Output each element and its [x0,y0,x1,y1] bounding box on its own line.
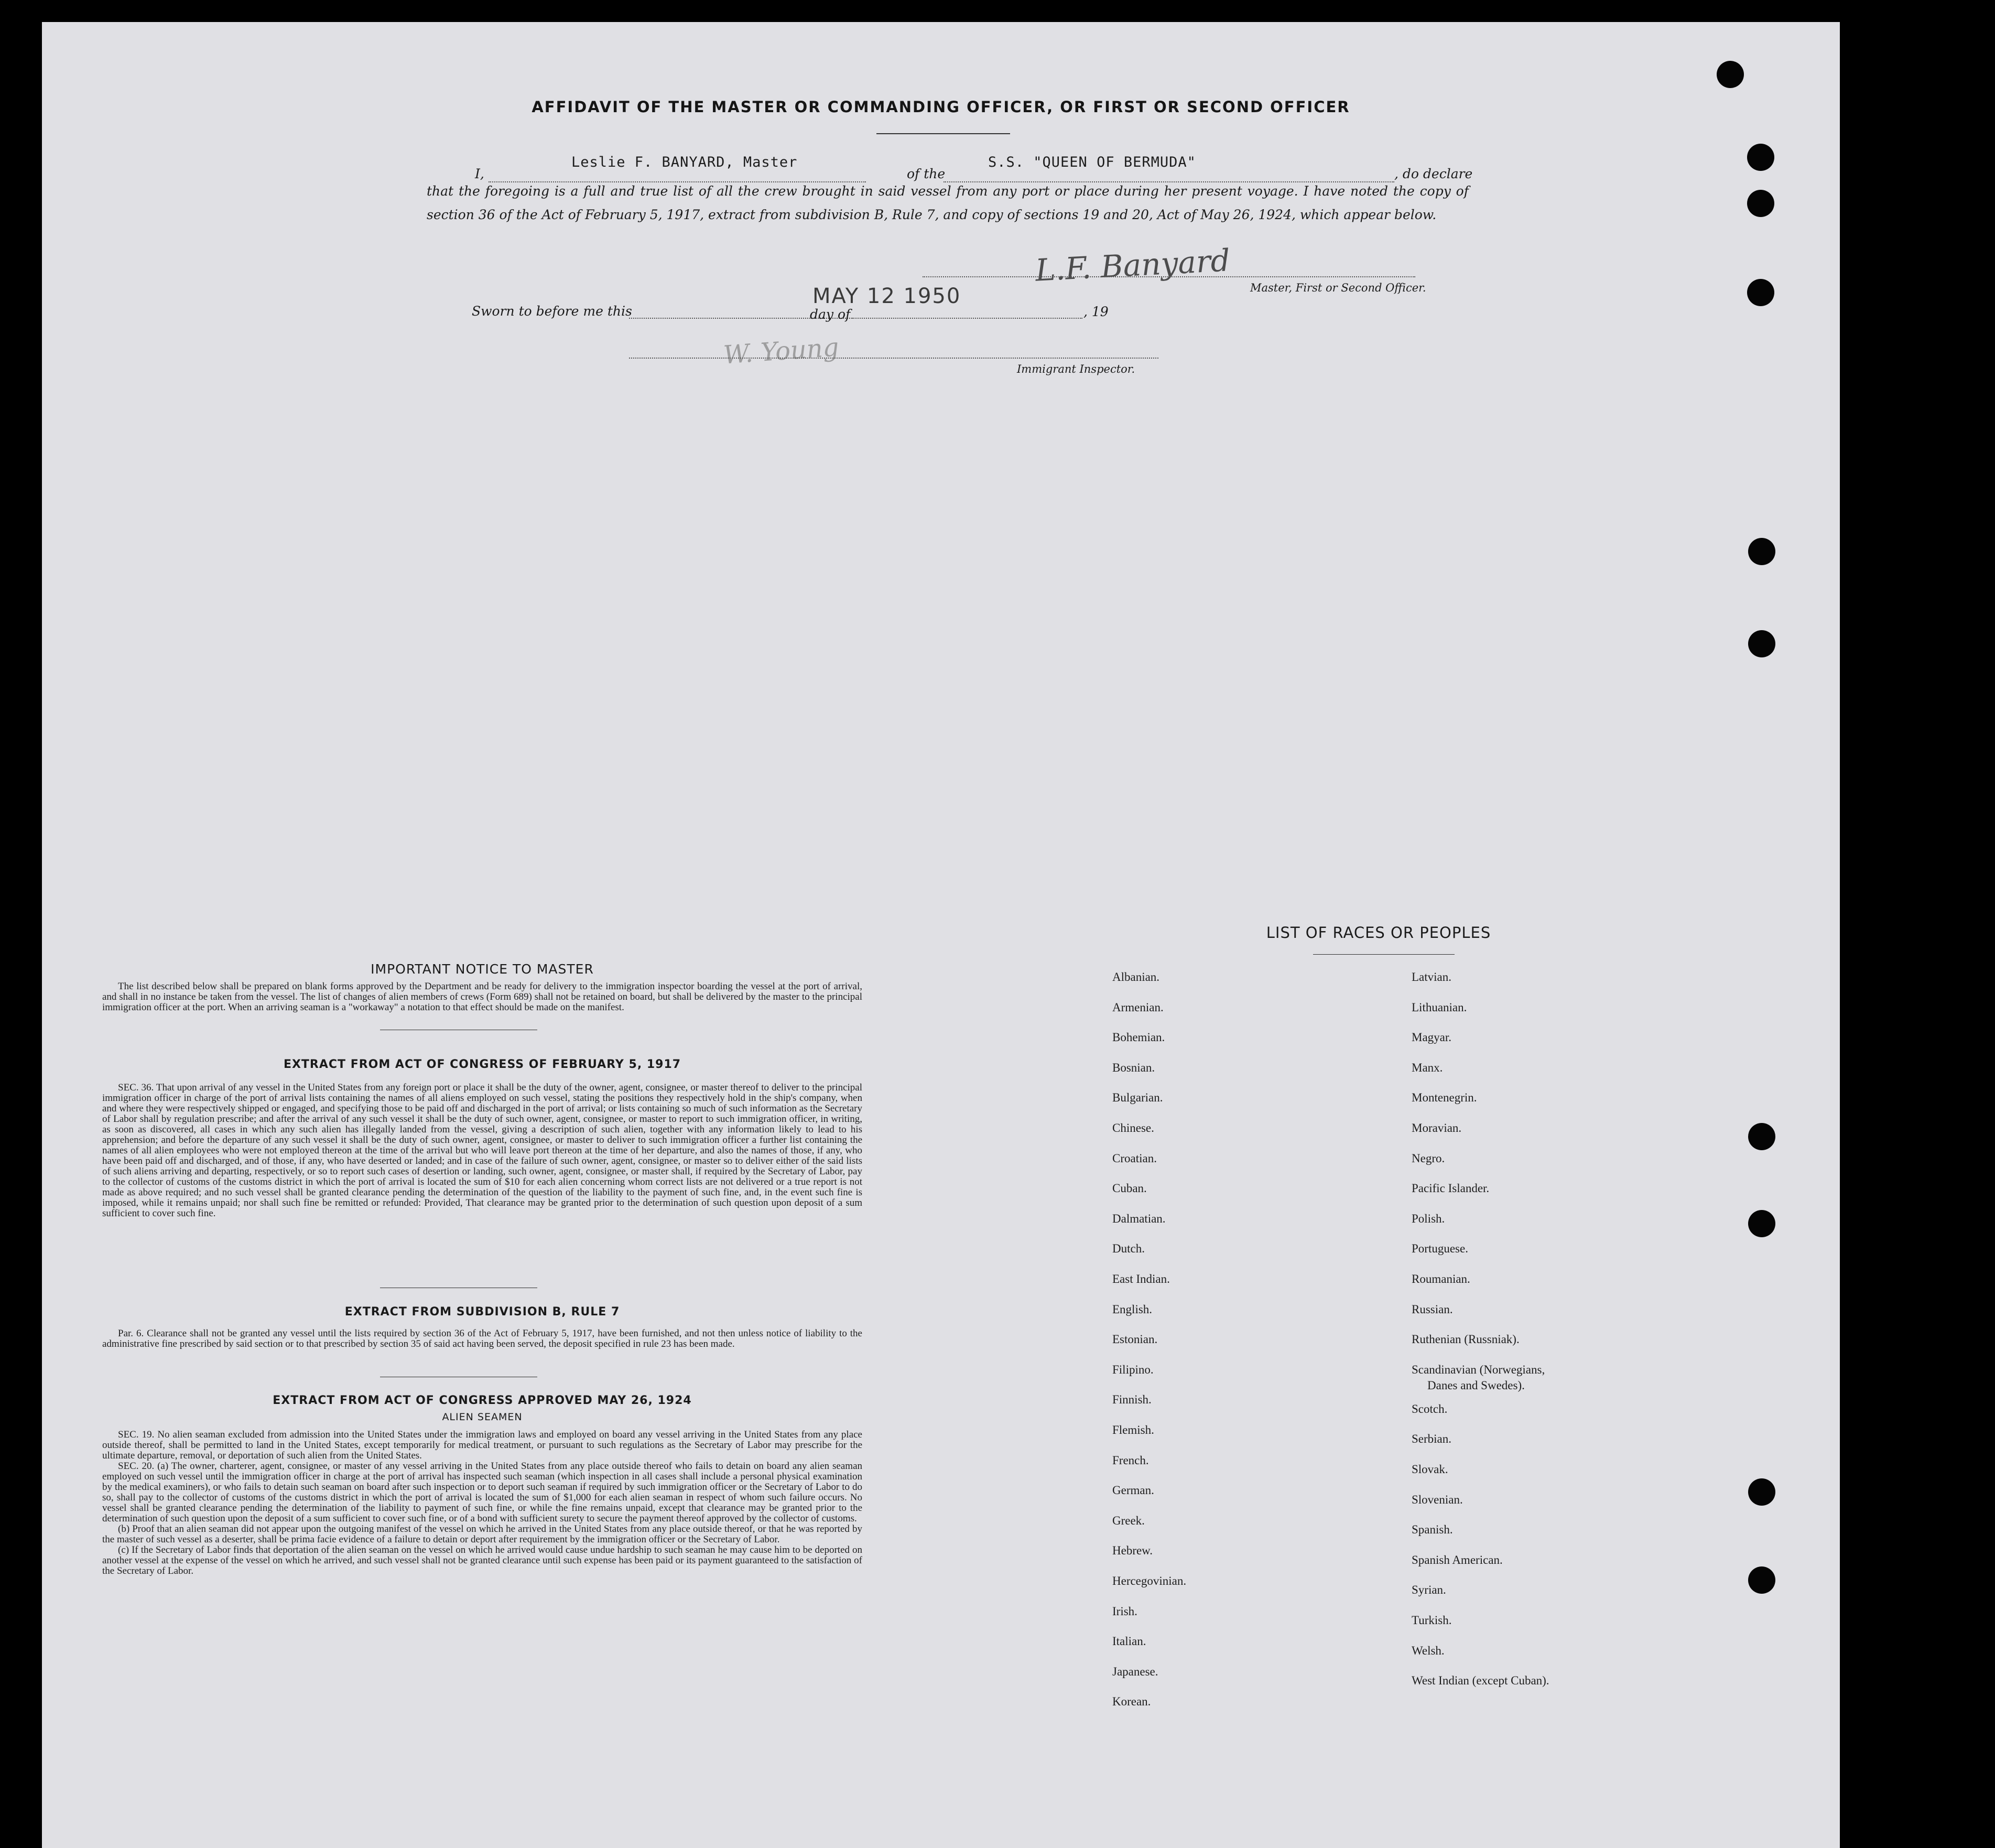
races-divider [1313,954,1455,955]
race-item: Japanese. [1112,1665,1158,1678]
inspector-caption: Immigrant Inspector. [1017,363,1135,375]
document-page [42,22,1840,1848]
race-item: Korean. [1112,1695,1151,1708]
race-item: Bulgarian. [1112,1091,1163,1104]
officer-name: Leslie F. BANYARD, Master [571,154,798,170]
extract-1917-title: EXTRACT FROM ACT OF CONGRESS OF FEBRUARY 5, 1917 [283,1058,681,1071]
race-item: German. [1112,1484,1154,1497]
race-item: Chinese. [1112,1121,1154,1134]
punch-hole [1747,144,1774,171]
master-signature: L.F. Banyard [1034,242,1231,288]
race-item: French. [1112,1454,1149,1467]
race-item: Danes and Swedes). [1427,1379,1525,1392]
affidavit-title: AFFIDAVIT OF THE MASTER OR COMMANDING OFFICER, OR FIRST OR SECOND OFFICER [532,98,1350,116]
race-item: Portuguese. [1412,1242,1468,1255]
race-item: Lithuanian. [1412,1001,1467,1014]
punch-hole [1747,190,1774,217]
sec20a-text: SEC. 20. (a) The owner, charterer, agent, consignee, or master of any vessel arriving in the United States from any place outside thereof who fails to detain on board any alien seaman employed on such vessel until the immigration officer in charge at the port of arrival has inspected such seaman (which inspection in all cases shall include a personal physical examination by the medical examiners), or who fails to detain such seaman on board after such inspection or to deport such seaman if required by such immigration officer or the Secretary of Labor to do so, shall pay to the collector of customs of the customs district in which the port of arrival is located the sum of $1,000 for each alien seaman in respect of whom such failure occurs. No vessel shall be granted clearance pending the determination of the liability to payment of such fine, or while the fine remains unpaid, except that clearance may be granted prior to the determination of such question upon the deposit of a sum sufficient to cover such fine, or of a bond with sufficient surety to secure the payment thereof approved by the collector of customs. [102,1461,862,1524]
race-item: Montenegrin. [1412,1091,1477,1104]
i-label: I, [475,166,484,181]
race-item: Bohemian. [1112,1031,1165,1044]
race-item: English. [1112,1303,1153,1316]
race-item: Manx. [1412,1061,1443,1074]
extract-1924-body [102,1430,862,1576]
race-item: Slovak. [1412,1463,1448,1476]
race-item: Turkish. [1412,1614,1452,1627]
race-item: Bosnian. [1112,1061,1155,1074]
race-item: Greek. [1112,1514,1145,1527]
race-item: Filipino. [1112,1363,1154,1376]
vessel-name: S.S. "QUEEN OF BERMUDA" [988,154,1196,170]
sec20b-text: (b) Proof that an alien seaman did not appear upon the outgoing manifest of the vessel on which he arrived in the United States from any place outside thereof, or that he was reported by the master of such vessel as a deserter, shall be prima facie evidence of a failure to detain or deport after requirement by the immigration officer or the Secretary of Labor. [102,1523,862,1545]
punch-hole [1717,61,1744,88]
race-item: Moravian. [1412,1121,1462,1134]
rule7-text: Par. 6. Clearance shall not be granted any vessel until the lists required by section 36 of the Act of February 5, 1917, have been furnished, and not then unless notice of liability to the administrative fine prescribed by said section or to that prescribed by section 35 of said act having been served, the deposit specified in rule 23 has been made. [102,1328,862,1349]
race-item: Dutch. [1112,1242,1145,1255]
race-item: Dalmatian. [1112,1212,1166,1225]
races-title: LIST OF RACES OR PEOPLES [1266,924,1491,942]
race-item: Russian. [1412,1303,1453,1316]
race-item: East Indian. [1112,1272,1170,1285]
race-item: Italian. [1112,1635,1146,1648]
punch-hole [1748,1478,1775,1506]
inspector-signature: W. Young [722,332,840,370]
notice-text: The list described below shall be prepared on blank forms approved by the Department and be ready for delivery to the immigration inspector boarding the vessel at the port of arrival, and shall in no instance be taken from the vessel. The list of changes of alien members of crews (Form 689) shall not be retained on board, but shall be delivered by the master to the principal immigration officer at the port. When an arriving seaman is a "workaway" a notation to that effect should be made on the manifest. [102,981,862,1013]
race-item: Scandinavian (Norwegians, [1412,1363,1545,1376]
race-item: Finnish. [1112,1393,1152,1406]
punch-hole [1748,1123,1775,1150]
race-item: Flemish. [1112,1423,1154,1436]
extract-1917-text: SEC. 36. That upon arrival of any vessel in the United States from any foreign port or place it shall be the duty of the owner, agent, consignee, or master thereof to deliver to the principal immigration officer in charge of the port of arrival lists containing the names of all aliens employed on such vessel, stating the positions they respectively hold in the ship's company, when and where they were respectively shipped or engaged, and specifying those to be paid off and discharged in the port of arrival; or lists containing so much of such information as the Secretary of Labor shall by regulation prescribe; and after the arrival of any such vessel it shall be the duty of such owner, agent, consignee, or master to report to such immigration officer, in writing, as soon as discovered, all cases in which any such alien has illegally landed from the vessel, giving a description of such alien, together with any information likely to lead to his apprehension; and before the departure of any such vessel it shall be the duty of such owner, agent, consignee, or master to deliver to such immigration officer a further list containing the names of all alien employees who were not employed thereon at the time of the arrival but who will leave port thereon at the time of her departure, and also the names of those, if any, who have been paid off and discharged, and of those, if any, who have deserted or landed; and in case of the failure of such owner, agent, consignee, or master so to deliver either of the said lists of such aliens arriving and departing, respectively, or so to report such cases of desertion or landing, such owner, agent, consignee, or master shall, if required by the Secretary of Labor, pay to the collector of customs of the customs district in which the port of arrival is located the sum of $10 for each alien concerning whom correct lists are not delivered or a true report is not made as above required; and no such vessel shall be granted clearance pending the determination of the question of the liability to the payment of such fine, and, in the event such fine is imposed, while it remains unpaid; nor shall such fine be remitted or refunded: Provided, That clearance may be granted prior to the determination of such question upon deposit of a sum sufficient to cover such fine. [102,1082,862,1219]
race-item: Polish. [1412,1212,1445,1225]
year-label: , 19 [1083,304,1109,319]
sworn-month-line [852,318,1082,319]
race-item: Scotch. [1412,1402,1448,1415]
race-item: Roumanian. [1412,1272,1470,1285]
affidavit-paragraph: that the foregoing is a full and true list of all the crew brought in said vessel from any port or place during her present voyage. I have noted the copy of section 36 of the Act of February 5, 1917, extract from subdivision B, Rule 7, and copy of sections 19 and 20, Act of May 26, 1924, which appear below. [427,183,1469,222]
race-item: Hebrew. [1112,1544,1153,1557]
race-item: Estonian. [1112,1333,1158,1346]
race-item: Ruthenian (Russniak). [1412,1333,1520,1346]
do-declare-label: , do declare [1394,166,1473,181]
race-item: Spanish American. [1412,1553,1503,1566]
race-item: Irish. [1112,1605,1137,1618]
sec20c-text: (c) If the Secretary of Labor finds that deportation of the alien seaman on the vessel on which he arrived would cause undue hardship to such seaman he may cause him to be deported on another vessel at the expense of the vessel on which he arrived, and such vessel shall not be granted clearance until such expense has been paid or its payment guaranteed to the satisfaction of the Secretary of Labor. [102,1544,862,1576]
race-item: Cuban. [1112,1182,1147,1195]
inspector-line [629,358,1158,359]
sec19-text: SEC. 19. No alien seaman excluded from admission into the United States under the immigration laws and employed on board any vessel arriving in the United States from any place outside thereof, shall be permitted to land in the United States, except temporarily for medical treatment, or pursuant to such regulations as the Secretary of Labor may prescribe for the ultimate departure, removal, or deportation of such alien from the United States. [102,1429,862,1461]
sworn-label: Sworn to before me this [472,304,632,319]
punch-hole [1747,279,1774,306]
race-item: Syrian. [1412,1583,1446,1596]
punch-hole [1748,1566,1775,1594]
race-item: Armenian. [1112,1001,1164,1014]
race-item: Croatian. [1112,1152,1157,1165]
race-item: Pacific Islander. [1412,1182,1490,1195]
extract-1924-subtitle: ALIEN SEAMEN [442,1411,523,1423]
notice-title: IMPORTANT NOTICE TO MASTER [371,961,594,977]
sworn-date-stamp: MAY 12 1950 [812,284,961,308]
race-item: Spanish. [1412,1523,1453,1536]
signature-line [923,276,1415,277]
race-item: Hercegovinian. [1112,1574,1187,1587]
race-item: Slovenian. [1412,1493,1463,1506]
day-of-label: day of [810,307,851,322]
punch-hole [1748,630,1775,657]
signature-caption: Master, First or Second Officer. [1250,282,1426,294]
race-item: Albanian. [1112,970,1160,984]
race-item: Magyar. [1412,1031,1452,1044]
rule7-title: EXTRACT FROM SUBDIVISION B, RULE 7 [344,1305,620,1319]
race-item: Latvian. [1412,970,1451,984]
race-item: Negro. [1412,1152,1445,1165]
title-divider [876,133,1010,134]
race-item: Serbian. [1412,1432,1452,1445]
race-item: West Indian (except Cuban). [1412,1674,1549,1687]
punch-hole [1748,1210,1775,1237]
race-item: Welsh. [1412,1644,1445,1657]
punch-hole [1748,538,1775,565]
extract-1924-title: EXTRACT FROM ACT OF CONGRESS APPROVED MAY 26, 1924 [273,1394,692,1407]
of-the-label: of the [907,166,946,181]
